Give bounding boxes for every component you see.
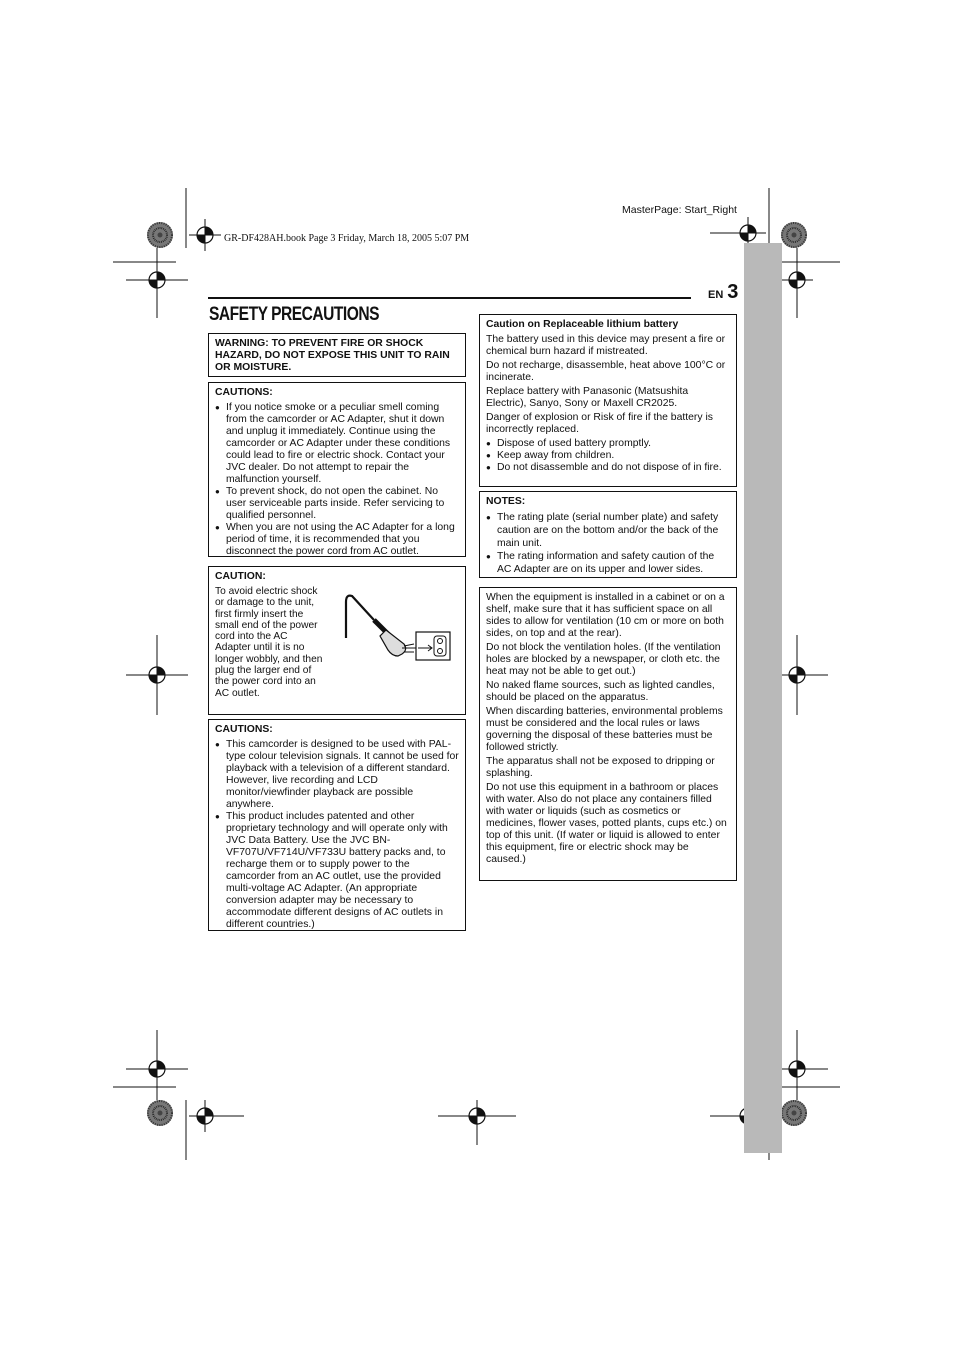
list-item: ● Do not disassemble and do not dispose of in fire. xyxy=(486,462,730,474)
list-item: ● This product includes patented and other proprietary technology and will operate only with JVC Data Battery. Use the JVC BN-VF707U/VF714U/VF733U battery packs and, to recharge them or to supply power to the camcorder from an AC outlet, use the provided multi-voltage AC Adapter. (An appropriate conversion adapter may be necessary to accommodate different designs of AC outlets in different countries.) xyxy=(215,811,459,931)
power-cord-plug-icon xyxy=(342,590,454,670)
notes-box xyxy=(479,491,737,578)
list-item: ● This camcorder is designed to be used with PAL-type colour television signals. It cannot be used for playback with a television of a different standard. However, live recording and LCD monitor/viewfinder playback are possible anywhere. xyxy=(215,739,459,811)
title-rule xyxy=(208,297,691,299)
battery-heading: Caution on Replaceable lithium battery xyxy=(486,319,679,330)
list-item: ● Dispose of used battery promptly. xyxy=(486,438,730,450)
install-paragraph: Do not block the ventilation holes. (If the ventilation holes are blocked by a newspaper, or cloth etc. the heat may not be able to get out.) xyxy=(486,642,721,677)
list-item: ● Keep away from children. xyxy=(486,450,730,462)
caution-text: To avoid electric shock or damage to the unit, first firmly insert the small end of the power cord into the AC Adapter until it is no longer wobbly, and then plug the larger end of the power cord into an AC outlet. xyxy=(215,586,323,699)
battery-list xyxy=(486,438,730,474)
battery-paragraph: The battery used in this device may present a fire or chemical burn hazard if mistreated. xyxy=(486,334,726,357)
cautions-list xyxy=(215,739,459,931)
list-item: ● The rating information and safety caution of the AC Adapter are on its upper and lower sides. xyxy=(486,550,730,576)
file-info: GR-DF428AH.book Page 3 Friday, March 18, 2005 5:07 PM xyxy=(224,233,470,244)
cautions-heading: CAUTIONS: xyxy=(215,387,273,398)
cautions-list xyxy=(215,402,459,558)
caution-heading: CAUTION: xyxy=(215,571,266,582)
notes-list xyxy=(486,511,730,576)
battery-box xyxy=(479,314,737,487)
side-tab xyxy=(744,243,782,1153)
page-number-block xyxy=(708,281,738,304)
install-paragraph: The apparatus shall not be exposed to dripping or splashing. xyxy=(486,756,715,779)
warning-box xyxy=(208,333,466,377)
install-paragraph: No naked flame sources, such as lighted candles, should be placed on the apparatus. xyxy=(486,680,715,703)
battery-paragraph: Do not recharge, disassemble, heat above 100°C or incinerate. xyxy=(486,360,726,383)
list-item: ● The rating plate (serial number plate) and safety caution are on the bottom and/or the back of the main unit. xyxy=(486,511,730,550)
list-item: ● If you notice smoke or a peculiar smell coming from the camcorder or AC Adapter, shut it down and unplug it immediately. Continue using the camcorder or AC Adapter under these conditions could lead to fire or electric shock. Contact your JVC dealer. Do not attempt to repair the malfunction yourself. xyxy=(215,402,459,486)
cautions-box-1 xyxy=(208,382,466,557)
page-title: SAFETY PRECAUTIONS xyxy=(209,304,380,325)
language-label: EN xyxy=(708,289,724,301)
battery-paragraph: Danger of explosion or Risk of fire if the battery is incorrectly replaced. xyxy=(486,412,713,435)
list-item: ● When you are not using the AC Adapter for a long period of time, it is recommended that you disconnect the power cord from AC outlet. xyxy=(215,522,459,558)
installation-box xyxy=(479,587,737,881)
cautions-heading: CAUTIONS: xyxy=(215,724,273,735)
cautions-box-3 xyxy=(208,719,466,931)
list-item: ● To prevent shock, do not open the cabinet. No user serviceable parts inside. Refer servicing to qualified personnel. xyxy=(215,486,459,522)
notes-heading: NOTES: xyxy=(486,496,526,507)
battery-paragraph: Replace battery with Panasonic (Matsushita Electric), Sanyo, Sony or Maxell CR2025. xyxy=(486,386,689,409)
page-number: 3 xyxy=(727,281,739,303)
install-paragraph: Do not use this equipment in a bathroom or places with water. Also do not place any containers filled with water or liquids (such as cosmetics or medicines, flower vases, potted plants, cups etc.) on top of this unit. (If water or liquid is allowed to enter this equipment, fire or electric shock may be caused.) xyxy=(486,782,727,865)
install-paragraph: When the equipment is installed in a cabinet or on a shelf, make sure that it has sufficient space on all sides to allow for ventilation (10 cm or more on both sides, on top and at the rear). xyxy=(486,592,725,639)
install-paragraph: When discarding batteries, environmental problems must be considered and the local rules or laws governing the disposal of these batteries must be followed strictly. xyxy=(486,706,723,753)
master-page-label: MasterPage: Start_Right xyxy=(622,204,737,216)
warning-text: WARNING: TO PREVENT FIRE OR SHOCK HAZARD, DO NOT EXPOSE THIS UNIT TO RAIN OR MOISTURE. xyxy=(215,338,450,373)
